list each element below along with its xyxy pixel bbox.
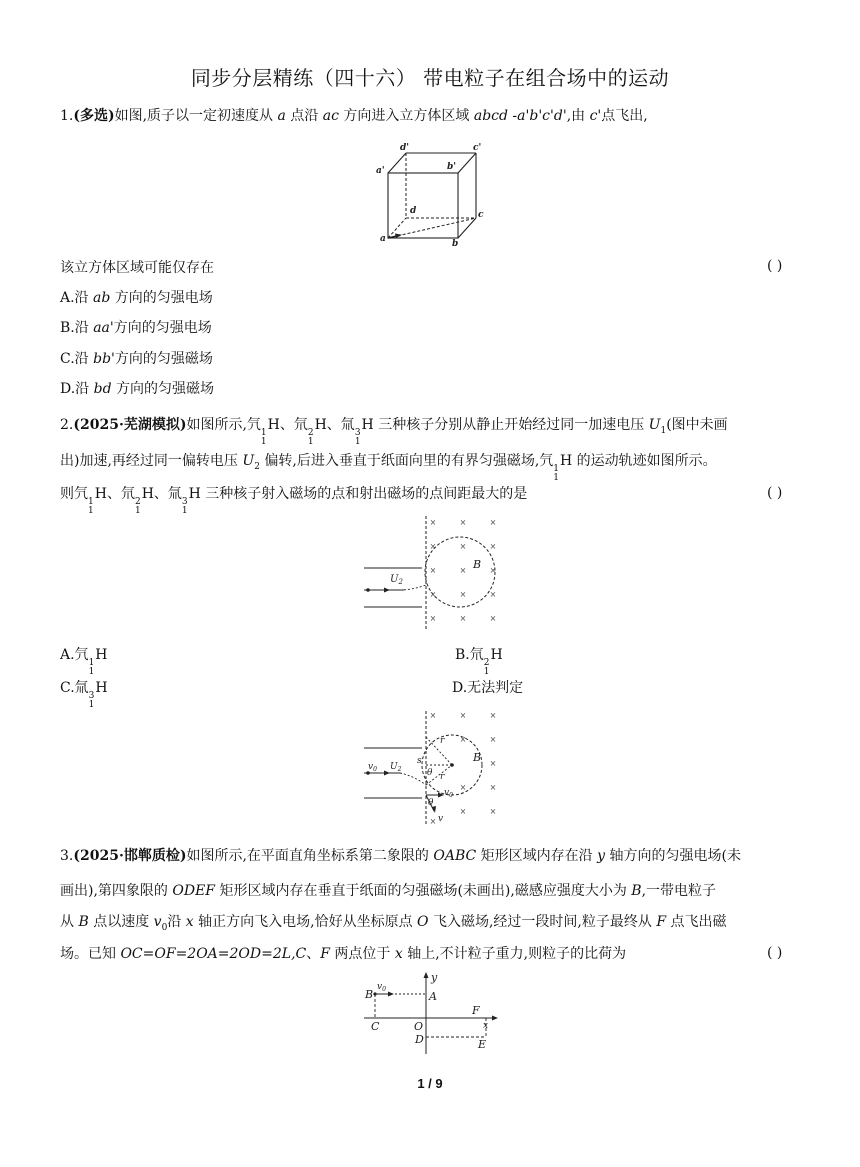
q3-coordinate-figure (362, 970, 502, 1056)
q1-option-b[interactable]: B.沿 aa'方向的匀强电场 (60, 320, 212, 336)
svg-text:B: B (473, 751, 482, 764)
svg-text:y: y (431, 971, 438, 984)
svg-text:×: × (429, 711, 437, 720)
q1-option-a[interactable]: A.沿 ab 方向的匀强电场 (60, 290, 213, 306)
svg-text:v0: v0 (377, 982, 386, 993)
svg-text:s: s (417, 756, 422, 766)
svg-text:v0: $v_0$ (368, 762, 377, 773)
q2-stem-line3: 则氕 1 1 H、氘 2 1 H、氚 3 1 H 三种核子射入磁场的点和射出磁场的点间距最大的是 (60, 486, 528, 516)
svg-text:×: × (429, 518, 437, 527)
svg-text:U2: $U_2$ (390, 574, 403, 586)
q1-answer-paren: ( ) (767, 258, 783, 274)
q2-field-figure (360, 512, 510, 634)
q2-option-b[interactable]: B.氘 2 1 H (455, 647, 503, 677)
svg-text:×: × (459, 566, 467, 575)
svg-text:θ: θ (427, 768, 433, 778)
q1-option-d[interactable]: D.沿 bd 方向的匀强磁场 (60, 381, 215, 397)
svg-text:×: × (429, 817, 437, 826)
svg-text:×: × (429, 542, 437, 551)
q1-option-c[interactable]: C.沿 bb'方向的匀强磁场 (60, 351, 213, 367)
q3-stem-line2: 画出),第四象限的 ODEF 矩形区域内存在垂直于纸面的匀强磁场(未画出),磁感应强度大小为 B,一带电粒子 (60, 883, 717, 899)
q1-stem: 1.(多选)如图,质子以一定初速度从 a 点沿 ac 方向进入立方体区域 abcd -a'b'c'd',由 c'点飞出, (60, 108, 648, 124)
svg-text:×: × (459, 735, 467, 744)
svg-text:r: r (440, 736, 445, 746)
label-b1: b' (447, 162, 457, 172)
svg-text:×: × (489, 783, 497, 792)
svg-text:×: × (489, 711, 497, 720)
svg-text:×: × (489, 614, 497, 623)
svg-text:×: × (489, 542, 497, 551)
svg-text:×: × (489, 518, 497, 527)
label-d1: d' (400, 143, 410, 153)
label-a: a (380, 234, 386, 244)
svg-text:B: B (365, 988, 374, 1001)
svg-text:×: × (489, 735, 497, 744)
q2-option-c[interactable]: C.氚 3 1 H (60, 680, 108, 710)
svg-text:x: x (483, 1021, 489, 1031)
svg-text:E: E (478, 1038, 487, 1051)
svg-text:×: × (489, 566, 497, 575)
label-a1: a' (376, 166, 385, 176)
q3-stem-line3: 从 B 点以速度 $v_0$沿 x 轴正方向飞入电场,恰好从坐标原点 O 飞入磁场,经过一段时间,粒子最终从 F 点飞出磁 (60, 914, 727, 933)
svg-text:×: × (459, 711, 467, 720)
label-b-field: B (473, 558, 482, 571)
svg-text:×: × (459, 783, 467, 792)
label-c: c (478, 210, 484, 220)
page-title: 同步分层精练（四十六） 带电粒子在组合场中的运动 (190, 66, 670, 90)
svg-text:F: F (472, 1004, 480, 1017)
q2-analysis-figure (360, 707, 510, 829)
svg-text:D: D (415, 1033, 424, 1046)
q2-option-a[interactable]: A.氕 1 1 H (60, 647, 108, 677)
svg-text:×: × (459, 590, 467, 599)
q2-stem-line2: 出)加速,再经过同一偏转电压 $U_2$ 偏转,后进入垂直于纸面向里的有界匀强磁场,氕 1 1 H 的运动轨迹如图所示。 (60, 453, 717, 483)
svg-text:v: v (438, 814, 444, 824)
svg-text:×: × (489, 590, 497, 599)
svg-text:U2: $U_2$ (390, 762, 402, 773)
q2-stem-line1: 2.(2025·芜湖模拟)如图所示,氕 1 1 H、氘 2 1 H、氚 3 1 H 三种核子分别从静止开始经过同一加速电压 $U_1$(图中未画 (60, 417, 728, 447)
svg-text:×: × (459, 807, 467, 816)
svg-text:O: O (414, 1020, 424, 1033)
svg-text:θ: θ (428, 798, 434, 808)
q2-option-d[interactable]: D.无法判定 (452, 680, 524, 696)
svg-text:×: × (429, 590, 437, 599)
q1-question: 该立方体区域可能仅存在 (60, 260, 214, 276)
q3-stem-line4: 场。已知 OC=OF=2OA=2OD=2L,C、F 两点位于 x 轴上,不计粒子重力,则粒子的比荷为 (60, 946, 627, 962)
svg-text:×: × (429, 566, 437, 575)
label-d: d (410, 206, 417, 216)
label-b: b (452, 239, 459, 248)
cube-figure (370, 138, 490, 248)
svg-text:r: r (440, 772, 445, 782)
svg-text:×: × (489, 807, 497, 816)
svg-text:×: × (459, 518, 467, 527)
svg-text:C: C (371, 1020, 380, 1033)
svg-text:×: × (429, 614, 437, 623)
label-c1: c' (473, 143, 482, 153)
svg-text:×: × (459, 542, 467, 551)
q3-stem-line1: 3.(2025·邯郸质检)如图所示,在平面直角坐标系第二象限的 OABC 矩形区域内存在沿 y 轴方向的匀强电场(未 (60, 848, 741, 864)
svg-text:×: × (459, 614, 467, 623)
page-number: 1 / 9 (417, 1076, 443, 1091)
svg-text:×: × (489, 759, 497, 768)
svg-text:A: A (429, 990, 437, 1003)
svg-text:v0: $v_0$ (444, 788, 453, 799)
q2-answer-paren: ( ) (767, 485, 783, 501)
q3-answer-paren: ( ) (767, 945, 783, 961)
